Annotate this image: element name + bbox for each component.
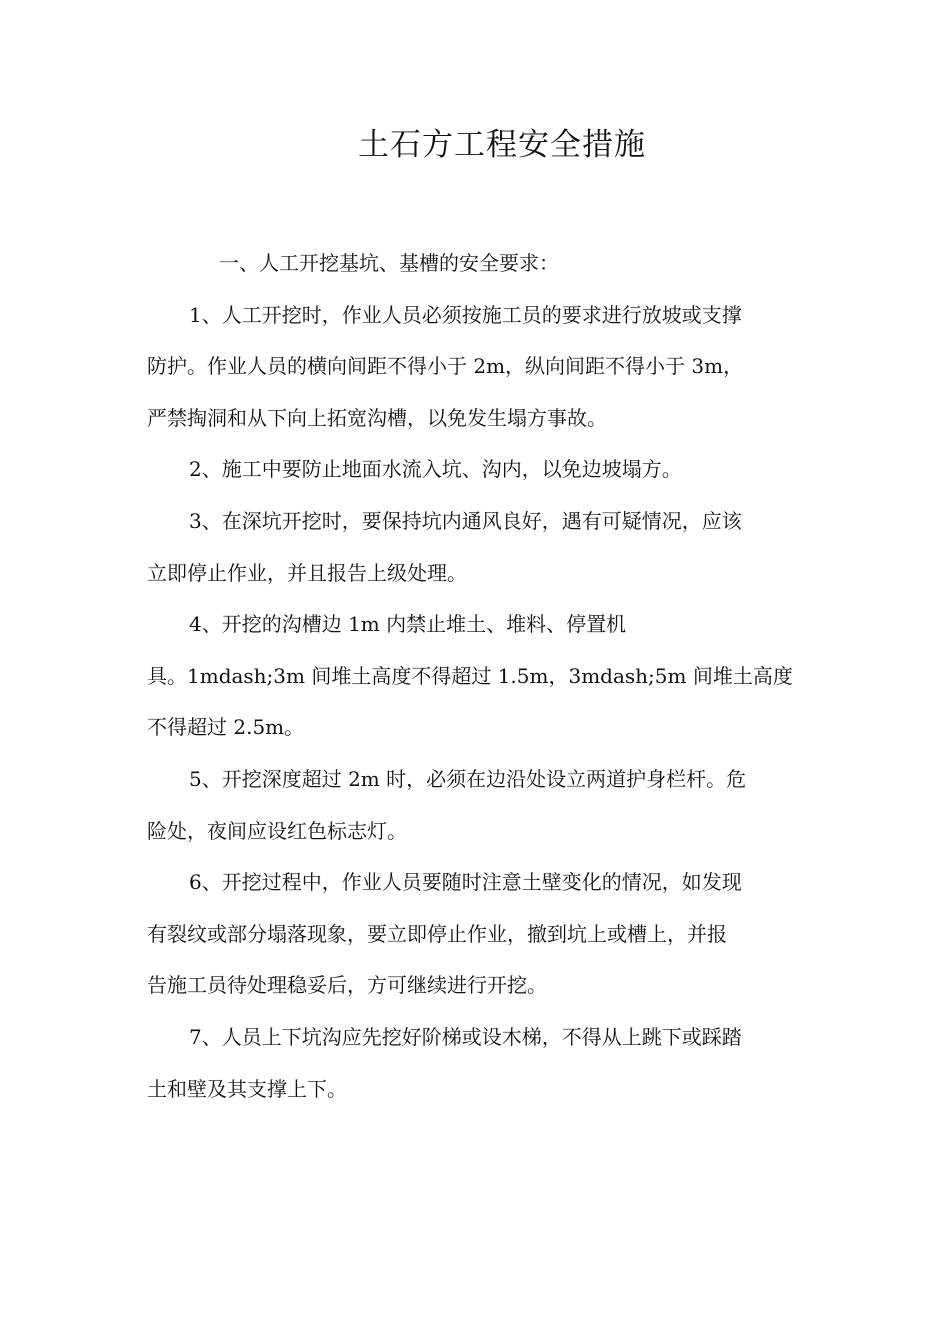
item-1-line-3: 严禁掏洞和从下向上拓宽沟槽，以免发生塌方事故。 [147,405,607,430]
section-heading: 一、人工开挖基坑、基槽的安全要求： [219,251,559,275]
item-1-line-1: 1、人工开挖时，作业人员必须按施工员的要求进行放坡或支撑 [189,302,742,327]
item-4-line-3: 不得超过 2.5m。 [147,715,305,740]
document-title: 土石方工程安全措施 [358,127,646,163]
item-5-line-2: 险处，夜间应设红色标志灯。 [147,818,407,843]
item-3-line-2: 立即停止作业，并且报告上级处理。 [147,560,467,585]
title-container [0,122,950,168]
item-7-line-2: 土和壁及其支撑上下。 [147,1076,347,1101]
item-6-line-2: 有裂纹或部分塌落现象，要立即停止作业，撤到坑上或槽上，并报 [147,921,727,946]
item-2-line-1: 2、施工中要防止地面水流入坑、沟内，以免边坡塌方。 [189,457,682,482]
item-5-line-1: 5、开挖深度超过 2m 时，必须在边沿处设立两道护身栏杆。危 [189,766,747,791]
item-4-line-1: 4、开挖的沟槽边 1m 内禁止堆土、堆料、停置机 [189,612,627,637]
item-6-line-3: 告施工员待处理稳妥后，方可继续进行开挖。 [147,973,547,998]
item-4-line-2: 具。1mdash;3m 间堆土高度不得超过 1.5m，3mdash;5m 间堆土高度 [147,663,793,688]
item-6-line-1: 6、开挖过程中，作业人员要随时注意土壁变化的情况，如发现 [189,870,742,895]
item-3-line-1: 3、在深坑开挖时，要保持坑内通风良好，遇有可疑情况，应该 [189,508,742,533]
item-7-line-1: 7、人员上下坑沟应先挖好阶梯或设木梯，不得从上跳下或踩踏 [189,1024,742,1049]
item-1-line-2: 防护。作业人员的横向间距不得小于 2m，纵向间距不得小于 3m， [147,354,744,379]
document-body [147,238,807,1115]
